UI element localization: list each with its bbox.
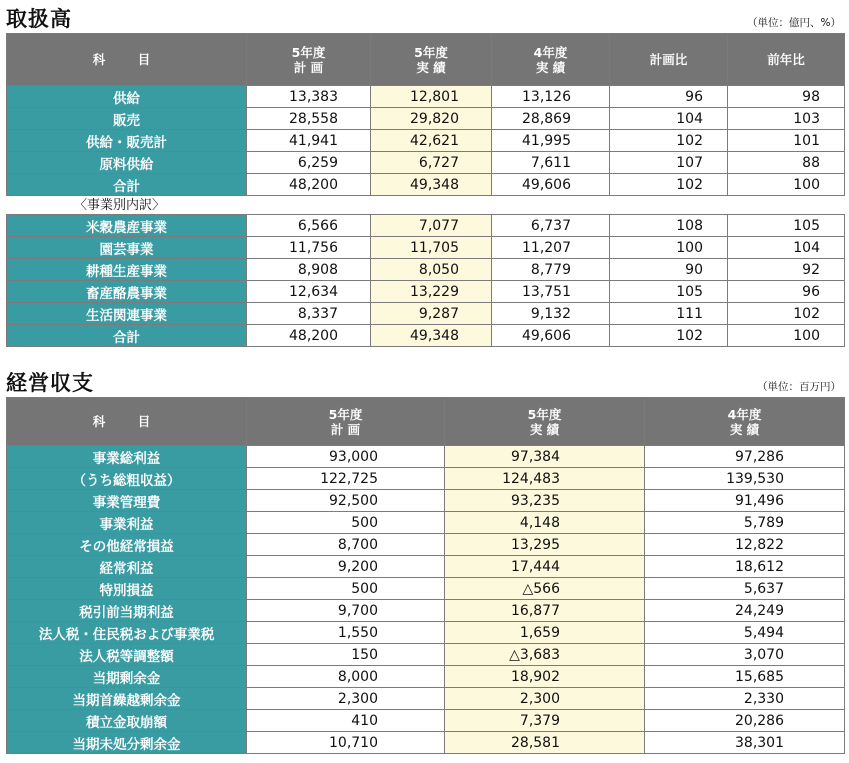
- table-cell: 5,637: [645, 578, 845, 600]
- table-cell: 104: [728, 237, 845, 259]
- table-row: [7, 130, 845, 152]
- table-row: [7, 325, 845, 347]
- table-cell: 15,685: [645, 666, 845, 688]
- table-cell: 4,148: [445, 512, 645, 534]
- table-cell: 102: [610, 130, 728, 152]
- table-cell: 100: [610, 237, 728, 259]
- table-row: [7, 600, 845, 622]
- column-header: [492, 34, 610, 86]
- table-cell: 2,330: [645, 688, 845, 710]
- table-cell: 24,249: [645, 600, 845, 622]
- row-label: 特別損益: [7, 578, 247, 600]
- table-cell: 104: [610, 108, 728, 130]
- table-cell: 28,581: [445, 732, 645, 754]
- table-row: [7, 259, 845, 281]
- row-label: 供給: [7, 86, 247, 108]
- table-cell: 13,126: [492, 86, 610, 108]
- table-cell: 105: [728, 215, 845, 237]
- row-label: 当期首繰越剰余金: [7, 688, 247, 710]
- table-row: [7, 622, 845, 644]
- table-cell: 6,737: [492, 215, 610, 237]
- table-cell: 107: [610, 152, 728, 174]
- table-cell: 49,348: [371, 174, 492, 196]
- header-row: [7, 398, 845, 446]
- column-header: [371, 34, 492, 86]
- table-cell: 6,727: [371, 152, 492, 174]
- column-header-line: 実 績: [529, 421, 560, 437]
- table-cell: 98: [728, 86, 845, 108]
- row-label: 税引前当期利益: [7, 600, 247, 622]
- column-header-line: 実 績: [416, 59, 446, 75]
- table-cell: 10,710: [247, 732, 445, 754]
- table-cell: 11,756: [247, 237, 371, 259]
- table-cell: 500: [247, 578, 445, 600]
- table-cell: 16,877: [445, 600, 645, 622]
- row-label: 生活関連事業: [7, 303, 247, 325]
- header-row: [7, 34, 845, 86]
- table-row: [7, 644, 845, 666]
- table-row: [7, 710, 845, 732]
- table-cell: 88: [728, 152, 845, 174]
- table-row: [7, 512, 845, 534]
- column-header-line: 科 目: [92, 414, 161, 429]
- table-cell: 103: [728, 108, 845, 130]
- table-cell: 410: [247, 710, 445, 732]
- table-cell: 96: [728, 281, 845, 303]
- table-cell: 12,801: [371, 86, 492, 108]
- row-label: 事業総利益: [7, 446, 247, 468]
- table-cell: 8,908: [247, 259, 371, 281]
- table-row: [7, 152, 845, 174]
- table-cell: 18,612: [645, 556, 845, 578]
- column-header: [645, 398, 845, 446]
- column-header-line: 実 績: [729, 421, 760, 437]
- row-label: 耕種生産事業: [7, 259, 247, 281]
- table-cell: 93,235: [445, 490, 645, 512]
- table-cell: 105: [610, 281, 728, 303]
- table-cell: △3,683: [445, 644, 645, 666]
- row-label: 園芸事業: [7, 237, 247, 259]
- table-cell: 9,200: [247, 556, 445, 578]
- column-header: [247, 34, 371, 86]
- table-cell: 1,550: [247, 622, 445, 644]
- table-cell: 111: [610, 303, 728, 325]
- table-cell: 124,483: [445, 468, 645, 490]
- column-header-line: 4年度: [533, 44, 568, 60]
- table-row: [7, 446, 845, 468]
- table-cell: 150: [247, 644, 445, 666]
- table-cell: 9,700: [247, 600, 445, 622]
- row-label: 販売: [7, 108, 247, 130]
- table-cell: 29,820: [371, 108, 492, 130]
- column-header: [445, 398, 645, 446]
- table-cell: 7,379: [445, 710, 645, 732]
- table-cell: 49,606: [492, 174, 610, 196]
- table-cell: 13,751: [492, 281, 610, 303]
- table-row: [7, 688, 845, 710]
- table-cell: 18,902: [445, 666, 645, 688]
- table-cell: 93,000: [247, 446, 445, 468]
- table-cell: 101: [728, 130, 845, 152]
- table-row: [7, 732, 845, 754]
- table-cell: 41,995: [492, 130, 610, 152]
- row-label: 法人税等調整額: [7, 644, 247, 666]
- column-header-line: 5年度: [291, 44, 326, 60]
- table-cell: 102: [610, 174, 728, 196]
- column-header-line: 5年度: [328, 406, 363, 422]
- row-label: 当期剰余金: [7, 666, 247, 688]
- table-cell: 92: [728, 259, 845, 281]
- table-cell: 48,200: [247, 174, 371, 196]
- table-cell: 108: [610, 215, 728, 237]
- row-label: （うち総粗収益）: [7, 468, 247, 490]
- breakdown-subheading: 〈事業別内訳〉: [74, 198, 166, 213]
- table-row: [7, 108, 845, 130]
- table-cell: 42,621: [371, 130, 492, 152]
- table-cell: 28,869: [492, 108, 610, 130]
- table-cell: 12,634: [247, 281, 371, 303]
- column-header-line: 科 目: [92, 52, 161, 67]
- table-cell: 102: [610, 325, 728, 347]
- table-cell: 100: [728, 174, 845, 196]
- table-cell: 8,050: [371, 259, 492, 281]
- row-label: 経常利益: [7, 556, 247, 578]
- row-label: 米穀農産事業: [7, 215, 247, 237]
- table-cell: 3,070: [645, 644, 845, 666]
- table-cell: 6,259: [247, 152, 371, 174]
- table-cell: 91,496: [645, 490, 845, 512]
- table-cell: 2,300: [247, 688, 445, 710]
- table-cell: 92,500: [247, 490, 445, 512]
- row-label: 当期未処分剰余金: [7, 732, 247, 754]
- table-cell: 20,286: [645, 710, 845, 732]
- table-row: [7, 281, 845, 303]
- trading-volume-breakdown-table: [6, 214, 845, 347]
- table-cell: 7,611: [492, 152, 610, 174]
- column-header: [7, 398, 247, 446]
- table-cell: 49,606: [492, 325, 610, 347]
- table-cell: 5,494: [645, 622, 845, 644]
- column-header-line: 計 画: [330, 421, 361, 437]
- table-cell: 13,383: [247, 86, 371, 108]
- table-row: [7, 578, 845, 600]
- column-header-line: 5年度: [527, 406, 562, 422]
- table-row: [7, 534, 845, 556]
- row-label: 合計: [7, 174, 247, 196]
- table-cell: 97,384: [445, 446, 645, 468]
- table-cell: 102: [728, 303, 845, 325]
- table-cell: 8,000: [247, 666, 445, 688]
- trading-volume-table: [6, 33, 845, 196]
- table-cell: 100: [728, 325, 845, 347]
- row-label: 積立金取崩額: [7, 710, 247, 732]
- section2-title: 経営収支: [6, 371, 94, 395]
- table-row: [7, 86, 845, 108]
- row-label: 事業利益: [7, 512, 247, 534]
- table-cell: 38,301: [645, 732, 845, 754]
- row-label: 合計: [7, 325, 247, 347]
- table-row: [7, 174, 845, 196]
- table-cell: 9,287: [371, 303, 492, 325]
- column-header: [247, 398, 445, 446]
- column-header-line: 計画比: [649, 52, 688, 67]
- table-cell: 139,530: [645, 468, 845, 490]
- table-row: [7, 215, 845, 237]
- column-header-line: 計 画: [293, 59, 324, 75]
- table-cell: 11,207: [492, 237, 610, 259]
- table-cell: 9,132: [492, 303, 610, 325]
- table-cell: 17,444: [445, 556, 645, 578]
- column-header-line: 5年度: [414, 44, 448, 60]
- section2-unit: （単位：百万円）: [757, 381, 841, 393]
- table-cell: 1,659: [445, 622, 645, 644]
- row-label: 畜産酪農事業: [7, 281, 247, 303]
- table-row: [7, 468, 845, 490]
- table-cell: 13,295: [445, 534, 645, 556]
- column-header: [7, 34, 247, 86]
- income-statement-table: [6, 397, 845, 754]
- row-label: 原料供給: [7, 152, 247, 174]
- column-header: [728, 34, 845, 86]
- column-header-line: 4年度: [727, 406, 762, 422]
- table-cell: 11,705: [371, 237, 492, 259]
- table-cell: 90: [610, 259, 728, 281]
- table-cell: 41,941: [247, 130, 371, 152]
- table-row: [7, 237, 845, 259]
- row-label: 供給・販売計: [7, 130, 247, 152]
- table-cell: 5,789: [645, 512, 845, 534]
- table-cell: 500: [247, 512, 445, 534]
- table-cell: 97,286: [645, 446, 845, 468]
- row-label: 法人税・住民税および事業税: [7, 622, 247, 644]
- table-cell: 6,566: [247, 215, 371, 237]
- table-cell: 7,077: [371, 215, 492, 237]
- table-cell: 2,300: [445, 688, 645, 710]
- table-row: [7, 490, 845, 512]
- table-cell: 49,348: [371, 325, 492, 347]
- table-cell: 8,337: [247, 303, 371, 325]
- table-cell: 122,725: [247, 468, 445, 490]
- section1-unit: （単位：億円、%）: [747, 17, 841, 29]
- table-cell: 96: [610, 86, 728, 108]
- table-row: [7, 556, 845, 578]
- column-header: [610, 34, 728, 86]
- table-row: [7, 666, 845, 688]
- row-label: その他経常損益: [7, 534, 247, 556]
- table-cell: 8,779: [492, 259, 610, 281]
- table-cell: 12,822: [645, 534, 845, 556]
- table-cell: 28,558: [247, 108, 371, 130]
- column-header-line: 前年比: [767, 52, 805, 67]
- table-cell: △566: [445, 578, 645, 600]
- table-cell: 48,200: [247, 325, 371, 347]
- table-row: [7, 303, 845, 325]
- row-label: 事業管理費: [7, 490, 247, 512]
- table-cell: 8,700: [247, 534, 445, 556]
- table-cell: 13,229: [371, 281, 492, 303]
- section1-title: 取扱高: [6, 7, 72, 31]
- column-header-line: 実 績: [535, 59, 566, 75]
